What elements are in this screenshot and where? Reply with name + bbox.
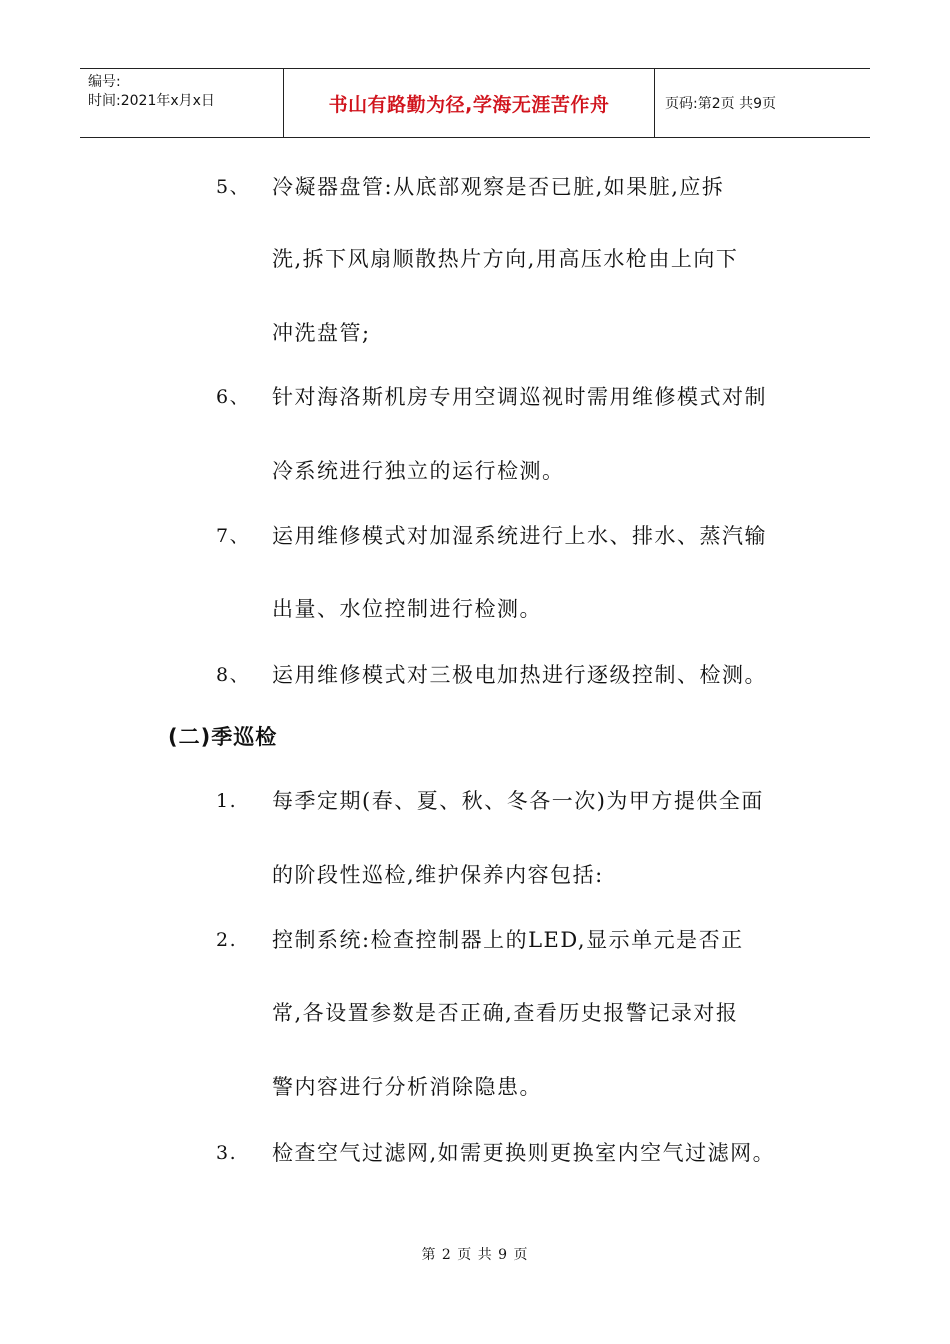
item-number: 6、 — [216, 386, 251, 408]
item-line: 针对海洛斯机房专用空调巡视时需用维修模式对制 — [272, 385, 767, 409]
item-line: 冲洗盘管; — [272, 321, 371, 345]
document-time-label: 时间:2021年x月x日 — [88, 93, 215, 109]
document-number-label: 编号: — [88, 74, 121, 90]
header-meta — [80, 69, 283, 137]
item-line: 的阶段性巡检,维护保养内容包括: — [272, 863, 604, 887]
item-number: 5、 — [216, 176, 251, 198]
section-heading: (二)季巡检 — [168, 725, 278, 749]
page-header — [80, 68, 870, 138]
item-number: 1. — [216, 790, 238, 812]
item-number: 7、 — [216, 525, 251, 547]
item-line: 检查空气过滤网,如需更换则更换室内空气过滤网。 — [272, 1141, 776, 1165]
item-line: 冷系统进行独立的运行检测。 — [272, 459, 565, 483]
page-footer: 第 2 页 共 9 页 — [421, 1247, 529, 1263]
item-line: 警内容进行分析消除隐患。 — [272, 1075, 542, 1099]
item-line: 运用维修模式对加湿系统进行上水、排水、蒸汽输 — [272, 524, 767, 548]
header-motto: 书山有路勤为径,学海无涯苦作舟 — [283, 69, 655, 137]
item-number: 8、 — [216, 664, 251, 686]
header-page-info: 页码:第2页 共9页 — [665, 96, 776, 112]
item-line: 洗,拆下风扇顺散热片方向,用高压水枪由上向下 — [272, 247, 739, 271]
item-line: 运用维修模式对三极电加热进行逐级控制、检测。 — [272, 663, 767, 687]
item-line: 控制系统:检查控制器上的LED,显示单元是否正 — [272, 928, 744, 952]
item-line: 冷凝器盘管:从底部观察是否已脏,如果脏,应拆 — [272, 175, 725, 199]
item-line: 每季定期(春、夏、秋、冬各一次)为甲方提供全面 — [272, 789, 764, 813]
item-line: 出量、水位控制进行检测。 — [272, 597, 542, 621]
item-number: 3. — [216, 1142, 238, 1164]
item-number: 2. — [216, 929, 238, 951]
item-line: 常,各设置参数是否正确,查看历史报警记录对报 — [272, 1001, 739, 1025]
